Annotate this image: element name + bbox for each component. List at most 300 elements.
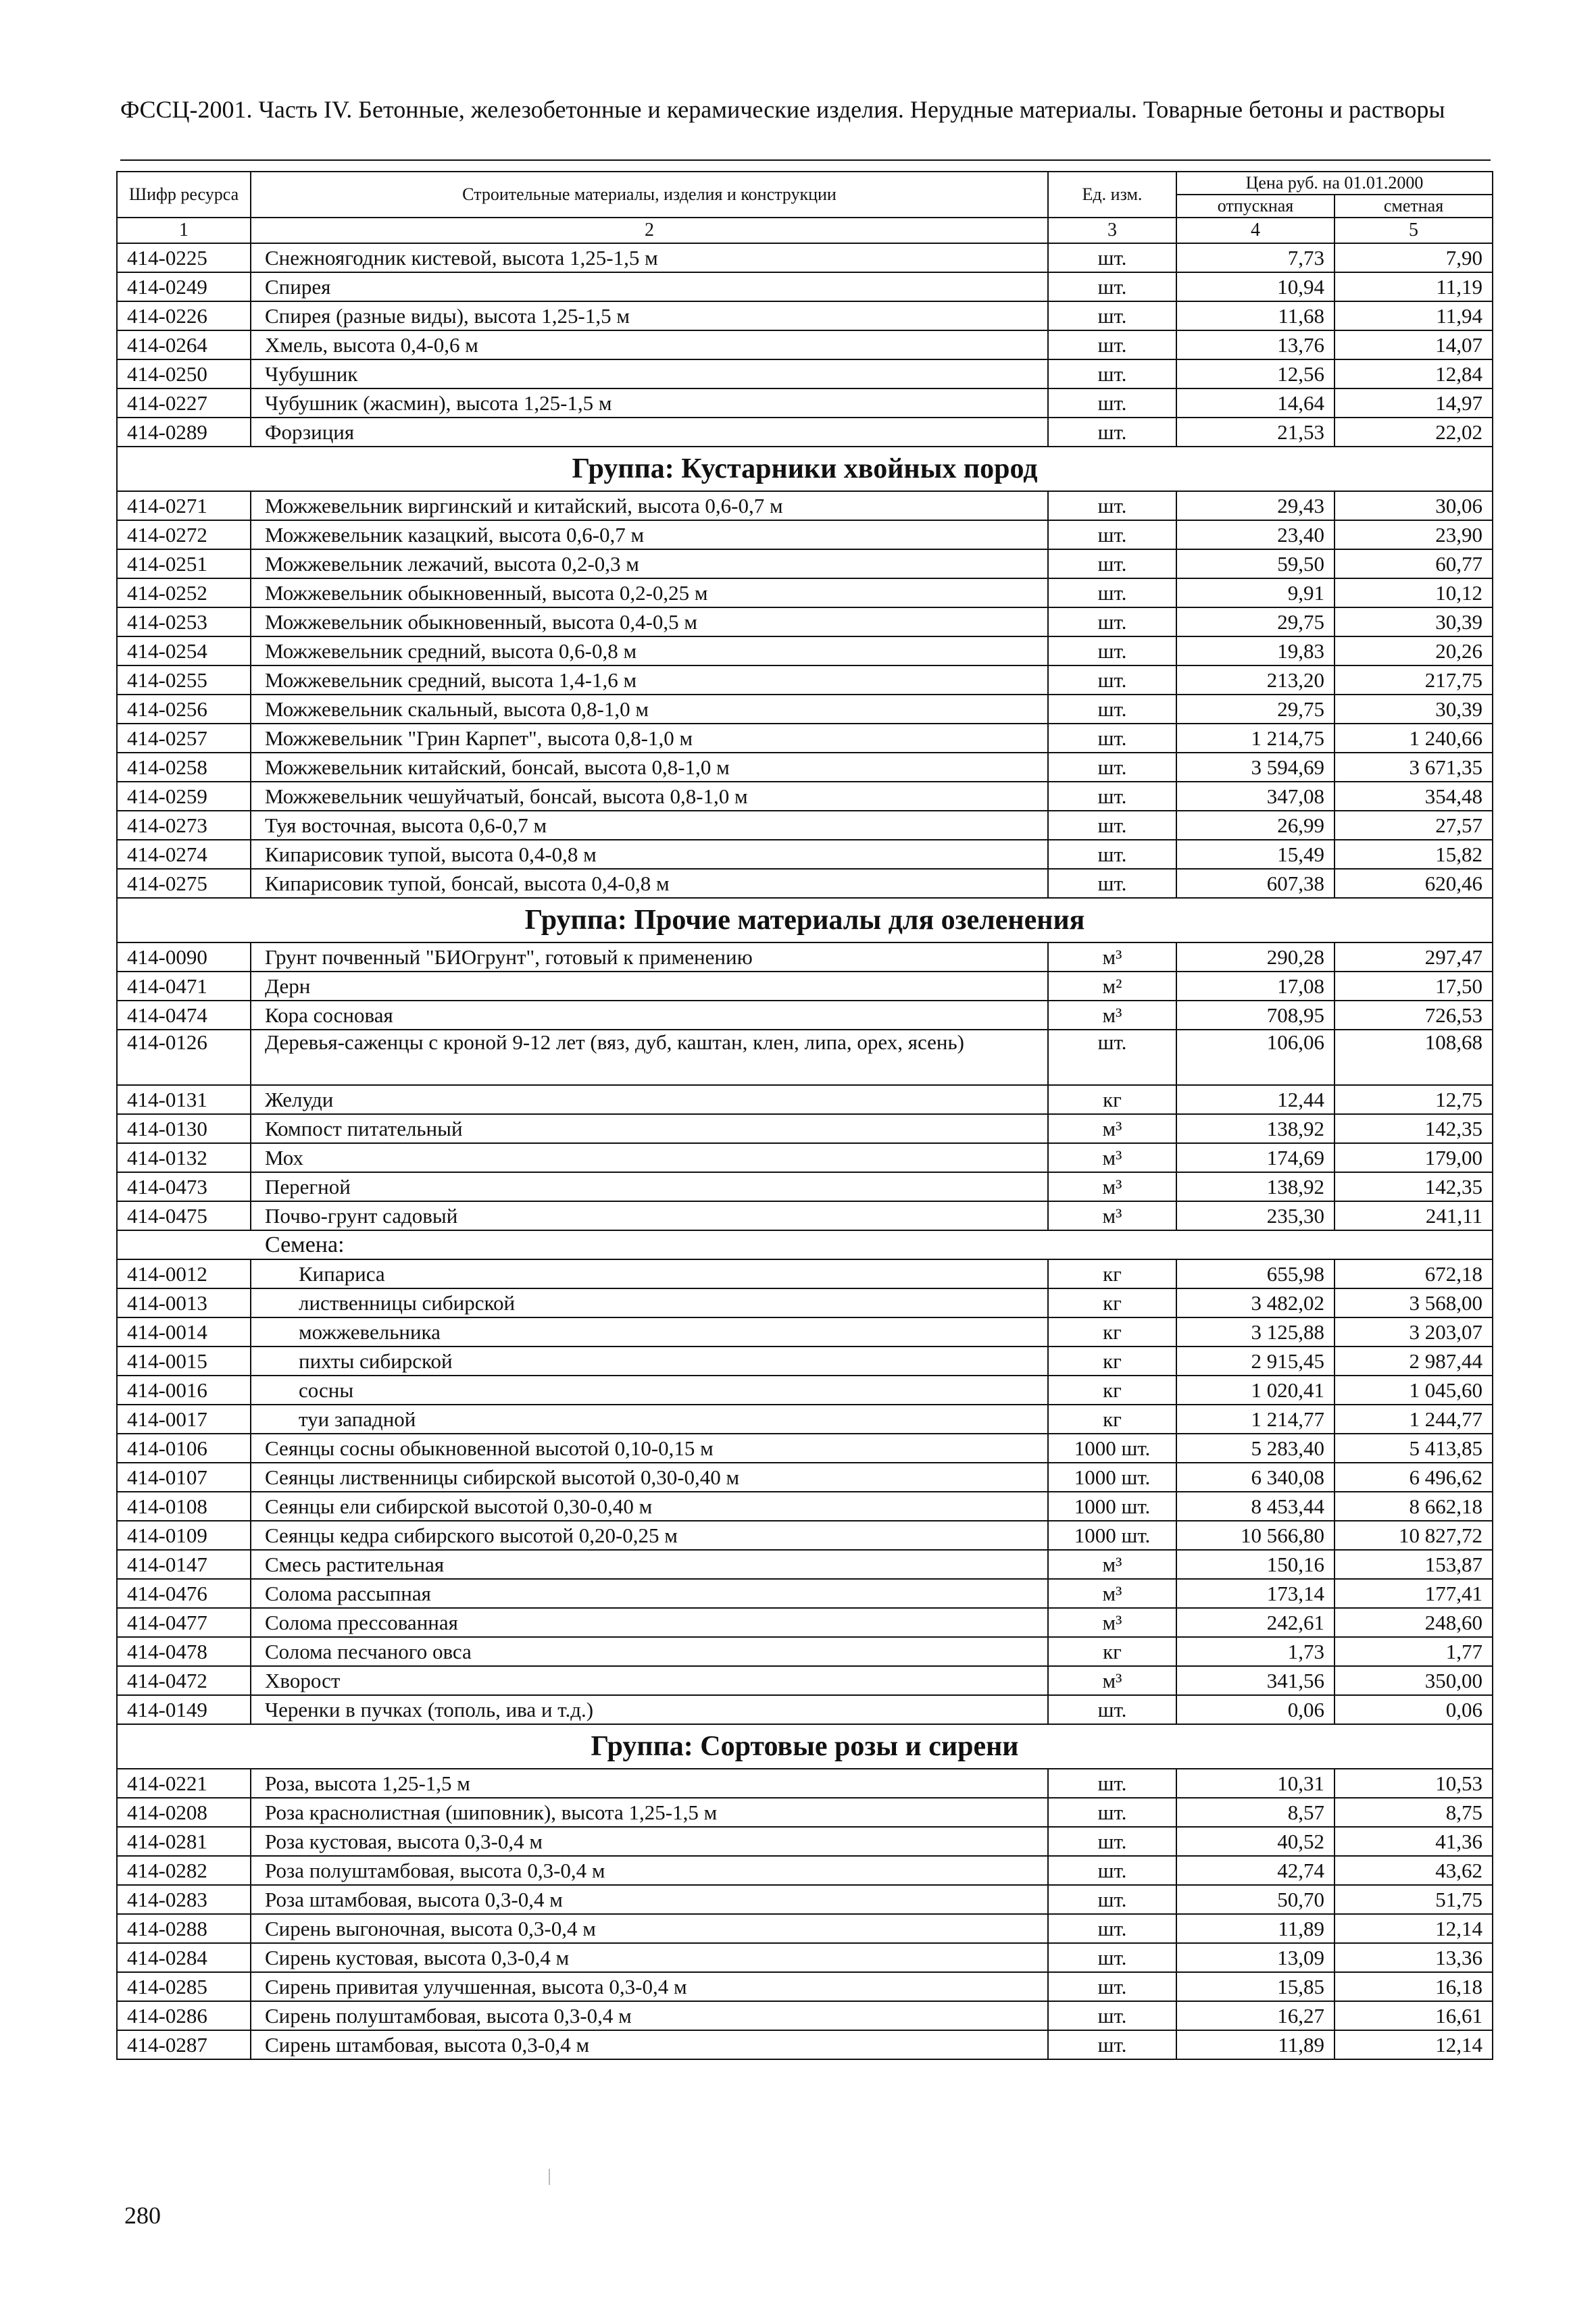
price-release: 11,68: [1176, 301, 1335, 330]
group-title: Группа: Кустарники хвойных пород: [117, 447, 1493, 491]
price-estimate: 179,00: [1335, 1143, 1493, 1172]
table-row: [117, 753, 1493, 782]
material-name: туи западной: [251, 1405, 1048, 1434]
unit: шт.: [1048, 330, 1176, 359]
table-row: [117, 1288, 1493, 1317]
price-estimate: 620,46: [1335, 869, 1493, 898]
resource-code: 414-0106: [117, 1434, 251, 1463]
price-estimate: 12,14: [1335, 1914, 1493, 1943]
price-release: 655,98: [1176, 1259, 1335, 1288]
material-name: Снежноягодник кистевой, высота 1,25-1,5 м: [251, 243, 1048, 272]
price-release: 15,49: [1176, 840, 1335, 869]
resource-code: 414-0282: [117, 1856, 251, 1885]
resource-code: 414-0130: [117, 1114, 251, 1143]
price-estimate: 8,75: [1335, 1798, 1493, 1827]
table-row: [117, 1172, 1493, 1201]
material-name: Можжевельник казацкий, высота 0,6-0,7 м: [251, 520, 1048, 549]
price-estimate: 2 987,44: [1335, 1347, 1493, 1376]
material-name: Сирень кустовая, высота 0,3-0,4 м: [251, 1943, 1048, 1972]
material-name: Роза полуштамбовая, высота 0,3-0,4 м: [251, 1856, 1048, 1885]
material-name: Мох: [251, 1143, 1048, 1172]
resource-code: 414-0286: [117, 2001, 251, 2030]
unit: шт.: [1048, 301, 1176, 330]
price-release: 12,44: [1176, 1085, 1335, 1114]
material-name: Перегной: [251, 1172, 1048, 1201]
table-row: [117, 272, 1493, 301]
material-name: Сеянцы ели сибирской высотой 0,30-0,40 м: [251, 1492, 1048, 1521]
material-name: Можжевельник обыкновенный, высота 0,4-0,5 м: [251, 607, 1048, 636]
unit: м³: [1048, 942, 1176, 972]
table-head-row-1: [117, 172, 1493, 195]
table-head: [117, 172, 1493, 243]
material-name: Солома песчаного овса: [251, 1637, 1048, 1666]
group-header-row: [117, 898, 1493, 942]
unit: шт.: [1048, 1972, 1176, 2001]
material-name: Сирень выгоночная, высота 0,3-0,4 м: [251, 1914, 1048, 1943]
column-number: 4: [1176, 218, 1335, 243]
table-row: [117, 1143, 1493, 1172]
table-row: [117, 1376, 1493, 1405]
unit: 1000 шт.: [1048, 1463, 1176, 1492]
resource-code: 414-0471: [117, 972, 251, 1001]
unit: шт.: [1048, 520, 1176, 549]
resource-code: 414-0131: [117, 1085, 251, 1114]
material-name: Можжевельник средний, высота 1,4-1,6 м: [251, 665, 1048, 695]
unit: шт.: [1048, 418, 1176, 447]
price-estimate: 8 662,18: [1335, 1492, 1493, 1521]
table-row: [117, 1347, 1493, 1376]
resource-code: 414-0288: [117, 1914, 251, 1943]
unit: шт.: [1048, 753, 1176, 782]
unit: шт.: [1048, 359, 1176, 388]
table-row: [117, 491, 1493, 520]
table-row: [117, 1972, 1493, 2001]
resource-code: 414-0472: [117, 1666, 251, 1695]
material-name: Компост питательный: [251, 1114, 1048, 1143]
unit: кг: [1048, 1085, 1176, 1114]
price-estimate: 41,36: [1335, 1827, 1493, 1856]
resource-code: 414-0264: [117, 330, 251, 359]
table-row: [117, 1943, 1493, 1972]
resource-code: 414-0250: [117, 359, 251, 388]
table-row: [117, 782, 1493, 811]
resource-code: 414-0285: [117, 1972, 251, 2001]
unit: шт.: [1048, 1943, 1176, 1972]
price-release: 3 125,88: [1176, 1317, 1335, 1347]
price-estimate: 5 413,85: [1335, 1434, 1493, 1463]
unit: м³: [1048, 1579, 1176, 1608]
price-estimate: 12,14: [1335, 2030, 1493, 2059]
price-release: 10,94: [1176, 272, 1335, 301]
table-row: [117, 301, 1493, 330]
resource-code: 414-0476: [117, 1579, 251, 1608]
price-release: 242,61: [1176, 1608, 1335, 1637]
material-name: можжевельника: [251, 1317, 1048, 1347]
resource-code: 414-0258: [117, 753, 251, 782]
unit: м³: [1048, 1666, 1176, 1695]
resource-code: 414-0090: [117, 942, 251, 972]
price-estimate: 3 671,35: [1335, 753, 1493, 782]
resource-code: 414-0253: [117, 607, 251, 636]
price-estimate: 726,53: [1335, 1001, 1493, 1030]
resource-code: 414-0289: [117, 418, 251, 447]
column-number-row: [117, 218, 1493, 243]
table-row: [117, 1001, 1493, 1030]
price-estimate: 16,61: [1335, 2001, 1493, 2030]
material-name: Спирея: [251, 272, 1048, 301]
price-release: 13,76: [1176, 330, 1335, 359]
price-release: 50,70: [1176, 1885, 1335, 1914]
table-row: [117, 1085, 1493, 1114]
table-row: [117, 724, 1493, 753]
resource-code: 414-0227: [117, 388, 251, 418]
unit: шт.: [1048, 636, 1176, 665]
price-estimate: 6 496,62: [1335, 1463, 1493, 1492]
resource-code: 414-0249: [117, 272, 251, 301]
unit: шт.: [1048, 578, 1176, 607]
material-name: Можжевельник лежачий, высота 0,2-0,3 м: [251, 549, 1048, 578]
price-estimate: 350,00: [1335, 1666, 1493, 1695]
unit: кг: [1048, 1288, 1176, 1317]
resource-code: 414-0254: [117, 636, 251, 665]
table-row: [117, 1463, 1493, 1492]
column-number: 5: [1335, 218, 1493, 243]
column-number: 3: [1048, 218, 1176, 243]
resource-code: 414-0109: [117, 1521, 251, 1550]
resource-code: 414-0013: [117, 1288, 251, 1317]
material-name: Чубушник: [251, 359, 1048, 388]
table-row: [117, 1492, 1493, 1521]
price-estimate: 108,68: [1335, 1030, 1493, 1085]
price-estimate: 1,77: [1335, 1637, 1493, 1666]
price-release: 6 340,08: [1176, 1463, 1335, 1492]
unit: кг: [1048, 1637, 1176, 1666]
material-name: Можжевельник скальный, высота 0,8-1,0 м: [251, 695, 1048, 724]
resource-code: 414-0273: [117, 811, 251, 840]
price-release: 17,08: [1176, 972, 1335, 1001]
table-row: [117, 1914, 1493, 1943]
price-estimate: 177,41: [1335, 1579, 1493, 1608]
resource-code: 414-0274: [117, 840, 251, 869]
unit: 1000 шт.: [1048, 1434, 1176, 1463]
price-release: 15,85: [1176, 1972, 1335, 2001]
group-header-row: [117, 1724, 1493, 1769]
table-row: [117, 972, 1493, 1001]
price-estimate: 14,07: [1335, 330, 1493, 359]
price-estimate: 11,94: [1335, 301, 1493, 330]
resource-code: 414-0012: [117, 1259, 251, 1288]
price-release: 0,06: [1176, 1695, 1335, 1724]
material-name: Хворост: [251, 1666, 1048, 1695]
table-row: [117, 1579, 1493, 1608]
unit: шт.: [1048, 1856, 1176, 1885]
resource-code: 414-0255: [117, 665, 251, 695]
price-release: 5 283,40: [1176, 1434, 1335, 1463]
table-row: [117, 1405, 1493, 1434]
unit: кг: [1048, 1347, 1176, 1376]
table-row: [117, 1769, 1493, 1798]
material-name: Роза, высота 1,25-1,5 м: [251, 1769, 1048, 1798]
col-header-unit: Ед. изм.: [1048, 172, 1176, 218]
resource-code: 414-0271: [117, 491, 251, 520]
unit: 1000 шт.: [1048, 1492, 1176, 1521]
table-row: [117, 359, 1493, 388]
unit: м³: [1048, 1550, 1176, 1579]
price-estimate: 0,06: [1335, 1695, 1493, 1724]
price-estimate: 30,39: [1335, 695, 1493, 724]
group-title: Группа: Прочие материалы для озеленения: [117, 898, 1493, 942]
unit: шт.: [1048, 2001, 1176, 2030]
table-row: [117, 2030, 1493, 2059]
table-row: [117, 2001, 1493, 2030]
price-estimate: 142,35: [1335, 1114, 1493, 1143]
unit: м²: [1048, 972, 1176, 1001]
col-header-estimate: сметная: [1335, 195, 1493, 218]
price-release: 1,73: [1176, 1637, 1335, 1666]
page-header-title: ФССЦ-2001. Часть IV. Бетонные, железобетонные и керамические изделия. Нерудные материалы. Товарные бетоны и растворы: [120, 96, 1445, 123]
col-header-price: Цена руб. на 01.01.2000: [1176, 172, 1493, 195]
price-estimate: 297,47: [1335, 942, 1493, 972]
material-name: Роза краснолистная (шиповник), высота 1,25-1,5 м: [251, 1798, 1048, 1827]
resource-code: 414-0015: [117, 1347, 251, 1376]
material-name: Сирень штамбовая, высота 0,3-0,4 м: [251, 2030, 1048, 2059]
table-row: [117, 578, 1493, 607]
table-body: [117, 243, 1493, 2059]
col-header-code: Шифр ресурса: [117, 172, 251, 218]
price-release: 607,38: [1176, 869, 1335, 898]
price-release: 2 915,45: [1176, 1347, 1335, 1376]
price-estimate: 10 827,72: [1335, 1521, 1493, 1550]
price-estimate: 142,35: [1335, 1172, 1493, 1201]
resource-code: 414-0126: [117, 1030, 251, 1085]
material-name: Роза штамбовая, высота 0,3-0,4 м: [251, 1885, 1048, 1914]
unit: м³: [1048, 1172, 1176, 1201]
price-estimate: 10,53: [1335, 1769, 1493, 1798]
price-release: 1 020,41: [1176, 1376, 1335, 1405]
resource-code: 414-0014: [117, 1317, 251, 1347]
price-estimate: 10,12: [1335, 578, 1493, 607]
material-name: Кипарисовик тупой, высота 0,4-0,8 м: [251, 840, 1048, 869]
unit: 1000 шт.: [1048, 1521, 1176, 1550]
price-release: 3 594,69: [1176, 753, 1335, 782]
unit: шт.: [1048, 243, 1176, 272]
material-name: Чубушник (жасмин), высота 1,25-1,5 м: [251, 388, 1048, 418]
resource-code: 414-0208: [117, 1798, 251, 1827]
price-estimate: 1 244,77: [1335, 1405, 1493, 1434]
material-name: Дерн: [251, 972, 1048, 1001]
unit: м³: [1048, 1201, 1176, 1230]
unit: м³: [1048, 1608, 1176, 1637]
unit: шт.: [1048, 1827, 1176, 1856]
material-name: Форзиция: [251, 418, 1048, 447]
table-row: [117, 1521, 1493, 1550]
material-name: Роза кустовая, высота 0,3-0,4 м: [251, 1827, 1048, 1856]
material-name: Сирень полуштамбовая, высота 0,3-0,4 м: [251, 2001, 1048, 2030]
material-name: Спирея (разные виды), высота 1,25-1,5 м: [251, 301, 1048, 330]
unit: шт.: [1048, 1695, 1176, 1724]
price-release: 150,16: [1176, 1550, 1335, 1579]
resource-code: 414-0108: [117, 1492, 251, 1521]
price-release: 290,28: [1176, 942, 1335, 972]
table-row: [117, 1856, 1493, 1885]
price-estimate: 17,50: [1335, 972, 1493, 1001]
table-row: [117, 1550, 1493, 1579]
table-row: [117, 1259, 1493, 1288]
table-row: [117, 1827, 1493, 1856]
table-row: [117, 942, 1493, 972]
material-name: Сеянцы кедра сибирского высотой 0,20-0,25 м: [251, 1521, 1048, 1550]
resource-code: 414-0259: [117, 782, 251, 811]
unit: шт.: [1048, 491, 1176, 520]
resource-code: 414-0257: [117, 724, 251, 753]
resource-code: 414-0275: [117, 869, 251, 898]
material-name: Солома прессованная: [251, 1608, 1048, 1637]
table-row: [117, 549, 1493, 578]
price-release: 12,56: [1176, 359, 1335, 388]
price-release: 174,69: [1176, 1143, 1335, 1172]
material-name: Можжевельник чешуйчатый, бонсай, высота 0,8-1,0 м: [251, 782, 1048, 811]
resource-code: 414-0225: [117, 243, 251, 272]
price-release: 173,14: [1176, 1579, 1335, 1608]
material-name: Кипариса: [251, 1259, 1048, 1288]
table-row: [117, 607, 1493, 636]
resource-code: 414-0256: [117, 695, 251, 724]
price-estimate: 16,18: [1335, 1972, 1493, 2001]
unit: шт.: [1048, 782, 1176, 811]
table-row: [117, 869, 1493, 898]
price-release: 8,57: [1176, 1798, 1335, 1827]
price-estimate: 13,36: [1335, 1943, 1493, 1972]
table-row: [117, 520, 1493, 549]
unit: м³: [1048, 1143, 1176, 1172]
price-release: 3 482,02: [1176, 1288, 1335, 1317]
resource-code: 414-0017: [117, 1405, 251, 1434]
unit: шт.: [1048, 840, 1176, 869]
resource-code: 414-0474: [117, 1001, 251, 1030]
price-estimate: 11,19: [1335, 272, 1493, 301]
resource-code: 414-0478: [117, 1637, 251, 1666]
table-row: [117, 330, 1493, 359]
price-estimate: 354,48: [1335, 782, 1493, 811]
resource-code: 414-0473: [117, 1172, 251, 1201]
table-row: [117, 840, 1493, 869]
price-estimate: 43,62: [1335, 1856, 1493, 1885]
price-estimate: 1 045,60: [1335, 1376, 1493, 1405]
table-row: [117, 1637, 1493, 1666]
price-release: 23,40: [1176, 520, 1335, 549]
price-estimate: 12,75: [1335, 1085, 1493, 1114]
price-release: 11,89: [1176, 2030, 1335, 2059]
price-estimate: 22,02: [1335, 418, 1493, 447]
column-number: 1: [117, 218, 251, 243]
table-row: [117, 418, 1493, 447]
page-number: 280: [124, 2202, 161, 2229]
price-release: 347,08: [1176, 782, 1335, 811]
group-header-row: [117, 447, 1493, 491]
unit: шт.: [1048, 724, 1176, 753]
unit: кг: [1048, 1405, 1176, 1434]
material-name: Можжевельник виргинский и китайский, высота 0,6-0,7 м: [251, 491, 1048, 520]
price-estimate: 12,84: [1335, 359, 1493, 388]
material-name: пихты сибирской: [251, 1347, 1048, 1376]
price-release: 9,91: [1176, 578, 1335, 607]
unit: кг: [1048, 1259, 1176, 1288]
price-release: 10,31: [1176, 1769, 1335, 1798]
price-release: 7,73: [1176, 243, 1335, 272]
price-release: 16,27: [1176, 2001, 1335, 2030]
subgroup-title: Семена:: [117, 1230, 1493, 1259]
resource-code: 414-0149: [117, 1695, 251, 1724]
price-release: 40,52: [1176, 1827, 1335, 1856]
material-name: Желуди: [251, 1085, 1048, 1114]
price-release: 341,56: [1176, 1666, 1335, 1695]
resource-code: 414-0221: [117, 1769, 251, 1798]
price-estimate: 248,60: [1335, 1608, 1493, 1637]
col-header-release: отпускная: [1176, 195, 1335, 218]
resource-code: 414-0251: [117, 549, 251, 578]
material-name: Хмель, высота 0,4-0,6 м: [251, 330, 1048, 359]
price-release: 138,92: [1176, 1114, 1335, 1143]
resource-code: 414-0252: [117, 578, 251, 607]
price-estimate: 14,97: [1335, 388, 1493, 418]
price-estimate: 217,75: [1335, 665, 1493, 695]
resource-code: 414-0226: [117, 301, 251, 330]
price-release: 138,92: [1176, 1172, 1335, 1201]
material-name: Можжевельник китайский, бонсай, высота 0,8-1,0 м: [251, 753, 1048, 782]
unit: шт.: [1048, 665, 1176, 695]
price-release: 213,20: [1176, 665, 1335, 695]
price-release: 8 453,44: [1176, 1492, 1335, 1521]
unit: шт.: [1048, 1885, 1176, 1914]
price-estimate: 15,82: [1335, 840, 1493, 869]
price-estimate: 23,90: [1335, 520, 1493, 549]
resource-code: 414-0147: [117, 1550, 251, 1579]
unit: шт.: [1048, 272, 1176, 301]
price-release: 29,75: [1176, 695, 1335, 724]
table-row: [117, 1608, 1493, 1637]
table-row: [117, 1030, 1493, 1085]
price-release: 1 214,77: [1176, 1405, 1335, 1434]
unit: шт.: [1048, 1798, 1176, 1827]
table-row: [117, 1885, 1493, 1914]
unit: шт.: [1048, 869, 1176, 898]
resource-code: 414-0016: [117, 1376, 251, 1405]
material-name: Туя восточная, высота 0,6-0,7 м: [251, 811, 1048, 840]
price-release: 10 566,80: [1176, 1521, 1335, 1550]
price-release: 14,64: [1176, 388, 1335, 418]
header-rule: [120, 159, 1491, 161]
material-name: сосны: [251, 1376, 1048, 1405]
price-release: 11,89: [1176, 1914, 1335, 1943]
price-release: 19,83: [1176, 636, 1335, 665]
material-name: Деревья-саженцы с кроной 9-12 лет (вяз, дуб, каштан, клен, липа, орех, ясень): [251, 1030, 1048, 1085]
price-table: [116, 171, 1493, 2060]
material-name: лиственницы сибирской: [251, 1288, 1048, 1317]
price-release: 13,09: [1176, 1943, 1335, 1972]
price-estimate: 51,75: [1335, 1885, 1493, 1914]
table-row: [117, 636, 1493, 665]
price-estimate: 672,18: [1335, 1259, 1493, 1288]
unit: шт.: [1048, 811, 1176, 840]
column-number: 2: [251, 218, 1048, 243]
group-title: Группа: Сортовые розы и сирени: [117, 1724, 1493, 1769]
price-estimate: 7,90: [1335, 243, 1493, 272]
material-name: Почво-грунт садовый: [251, 1201, 1048, 1230]
price-estimate: 1 240,66: [1335, 724, 1493, 753]
resource-code: 414-0132: [117, 1143, 251, 1172]
table-row: [117, 1695, 1493, 1724]
resource-code: 414-0272: [117, 520, 251, 549]
